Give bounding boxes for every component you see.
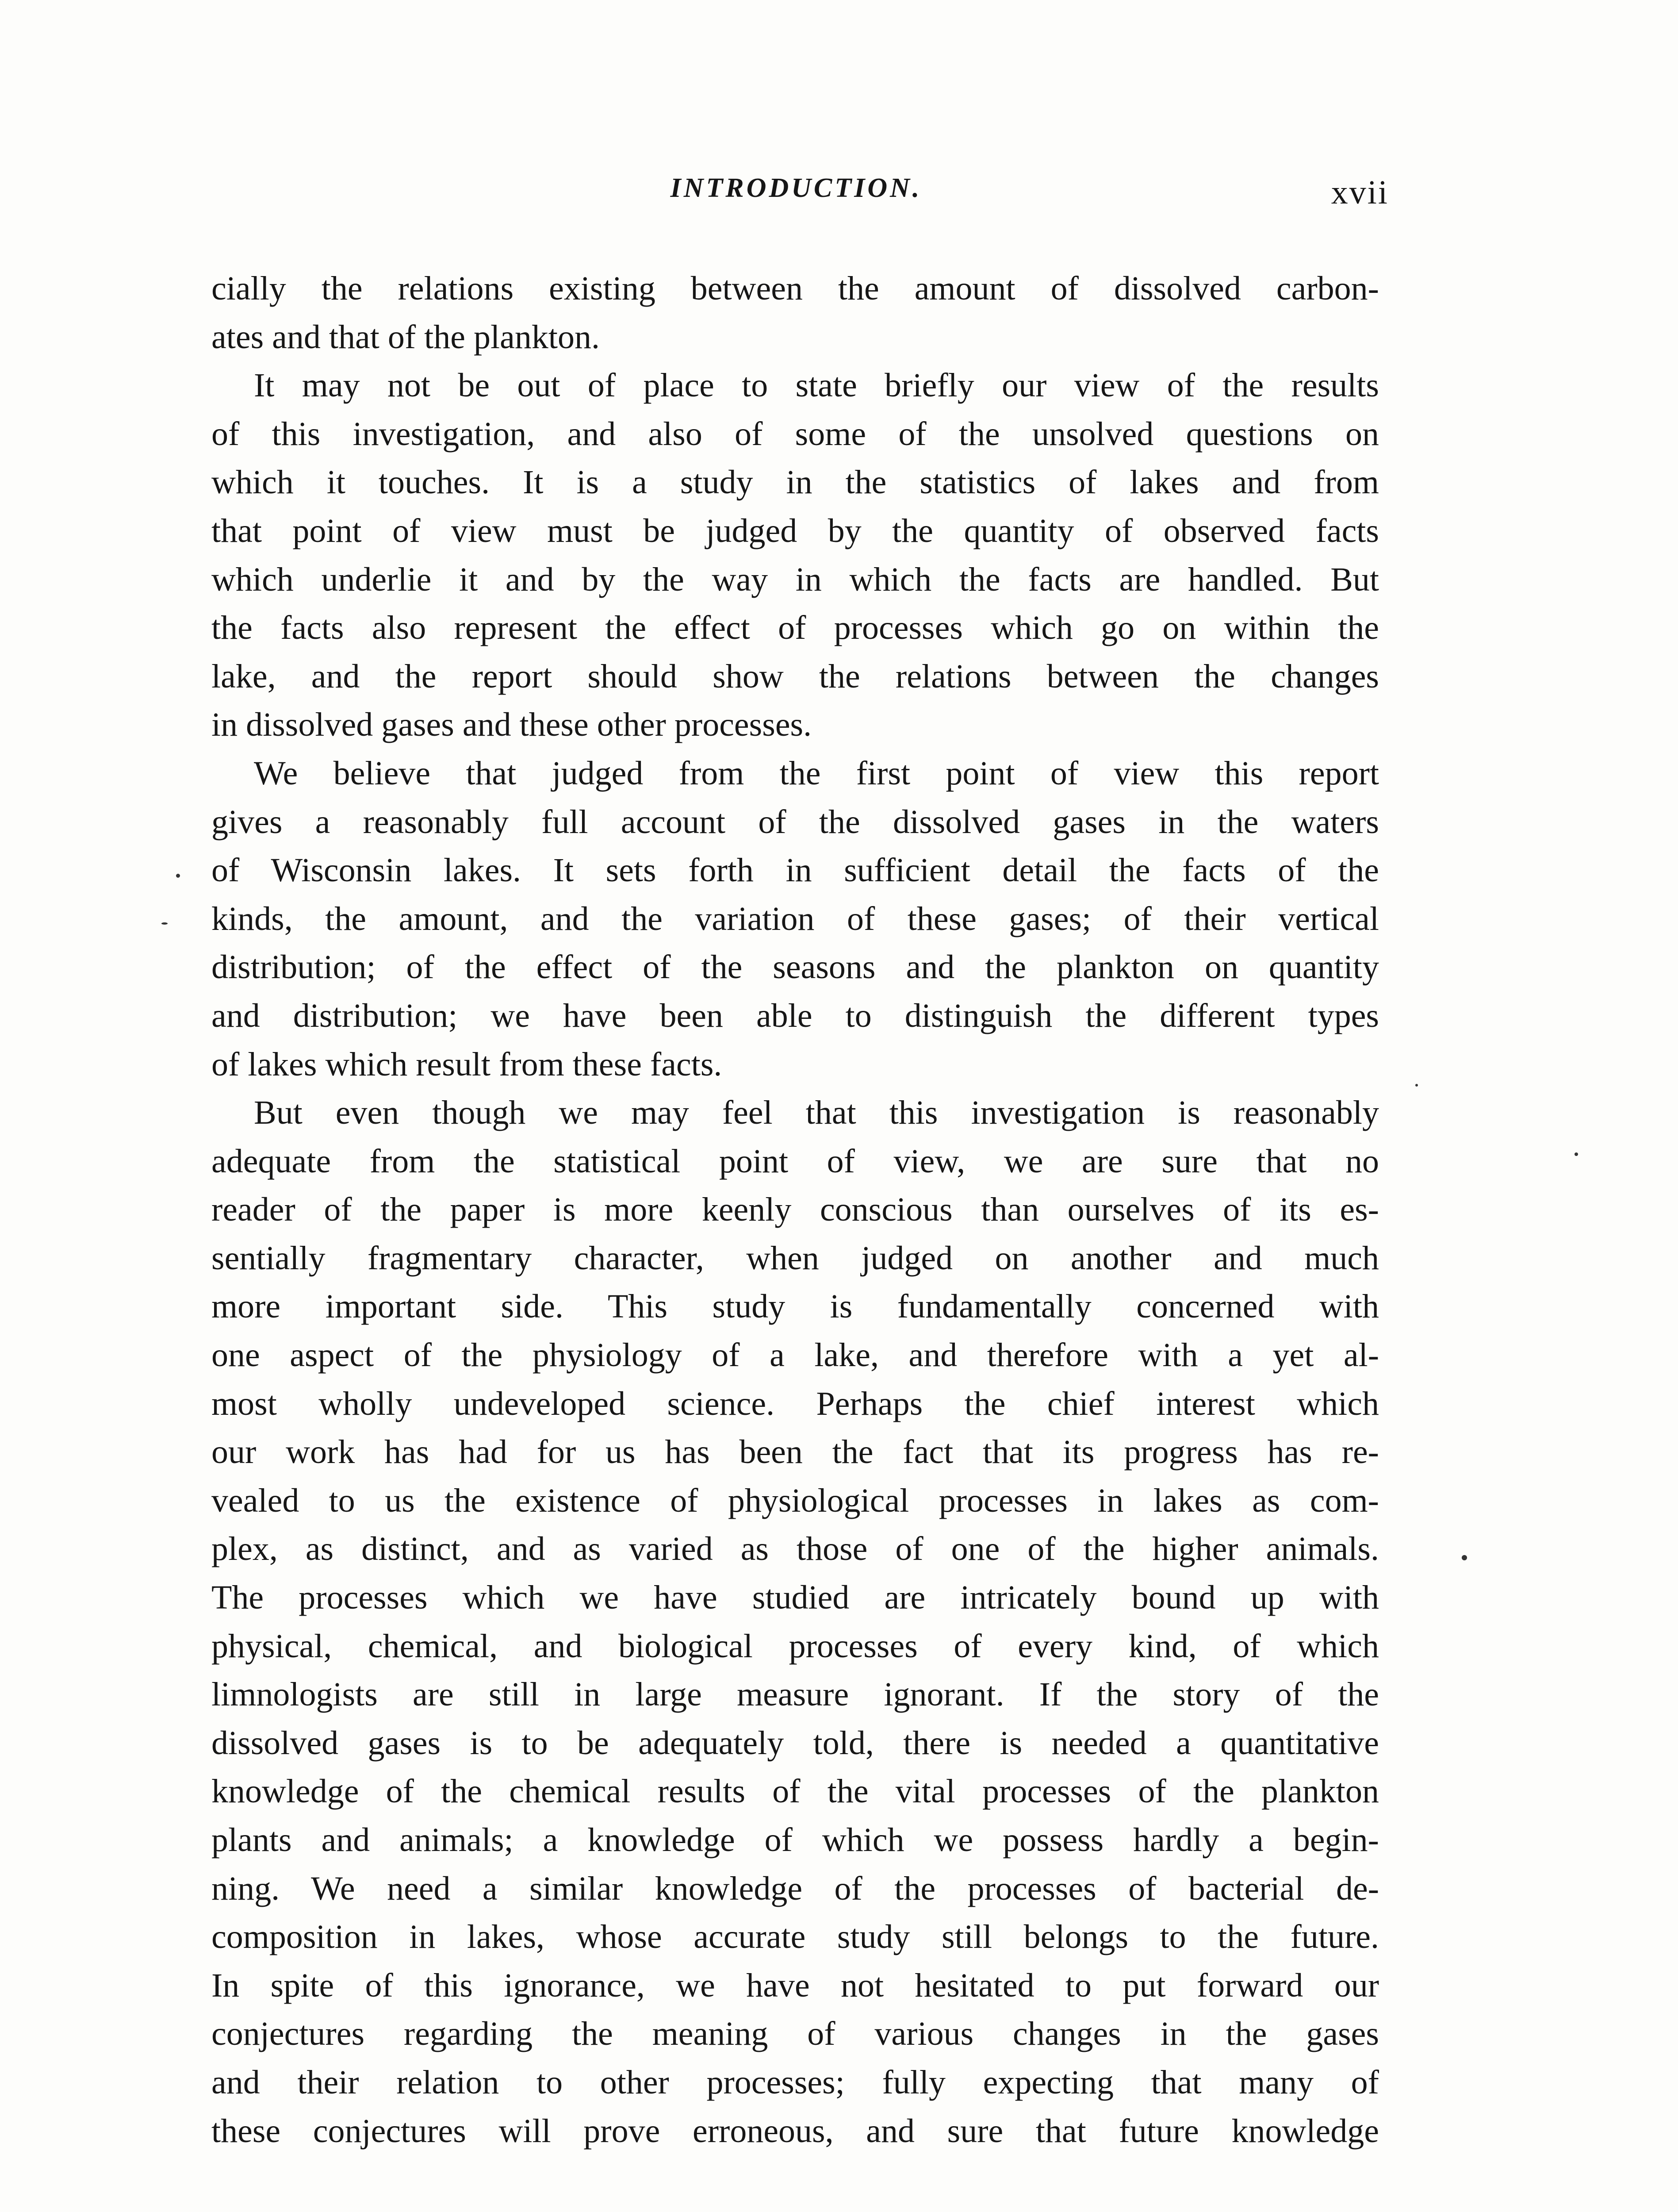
text-line: limnologists are still in large measure ignorant. If the story of the	[211, 1676, 1379, 1713]
text-line: the facts also represent the effect of processes which go on within the	[211, 609, 1379, 647]
text-line: conjectures regarding the meaning of various changes in the gases	[211, 2015, 1379, 2053]
scan-speck	[161, 922, 168, 925]
text-line: most wholly undeveloped science. Perhaps the chief interest which	[211, 1385, 1379, 1422]
text-line: plex, as distinct, and as varied as those of one of the higher animals.	[211, 1530, 1379, 1568]
text-line: one aspect of the physiology of a lake, and therefore with a yet al-	[211, 1336, 1379, 1374]
text-line: gives a reasonably full account of the dissolved gases in the waters	[211, 803, 1379, 841]
scan-speck	[1575, 1152, 1578, 1156]
running-head	[208, 173, 1389, 226]
text-line: physical, chemical, and biological processes of every kind, of which	[211, 1627, 1379, 1665]
text-line: kinds, the amount, and the variation of these gases; of their vertical	[211, 900, 1379, 937]
text-line: which it touches. It is a study in the statistics of lakes and from	[211, 464, 1379, 501]
text-line: It may not be out of place to state briefly our view of the results	[254, 367, 1379, 404]
text-line: knowledge of the chemical results of the vital processes of the plankton	[211, 1773, 1379, 1810]
text-line: these conjectures will prove erroneous, and sure that future knowledge	[211, 2112, 1379, 2150]
text-line: sentially fragmentary character, when judged on another and much	[211, 1239, 1379, 1277]
text-line: We believe that judged from the first point of view this report	[254, 754, 1379, 792]
text-line: more important side. This study is fundamentally concerned with	[211, 1288, 1379, 1325]
text-line: plants and animals; a knowledge of which we possess hardly a begin-	[211, 1821, 1379, 1859]
text-line: reader of the paper is more keenly conscious than ourselves of its es-	[211, 1191, 1379, 1229]
text-line: that point of view must be judged by the quantity of observed facts	[211, 512, 1379, 549]
text-line: lake, and the report should show the relations between the changes	[211, 657, 1379, 695]
text-line: and distribution; we have been able to distinguish the different types	[211, 997, 1379, 1034]
text-line: dissolved gases is to be adequately told, there is needed a quantitative	[211, 1724, 1379, 1762]
text-line: of this investigation, and also of some of the unsolved questions on	[211, 415, 1379, 453]
scan-speck	[1462, 1555, 1467, 1560]
text-line: which underlie it and by the way in which the facts are handled. But	[211, 561, 1379, 598]
page-number: xvii	[1331, 174, 1389, 211]
text-line: of Wisconsin lakes. It sets forth in sufficient detail the facts of the	[211, 852, 1379, 889]
body-text	[211, 265, 1379, 2155]
text-line: and their relation to other processes; fully expecting that many of	[211, 2063, 1379, 2101]
text-line: In spite of this ignorance, we have not hesitated to put forward our	[211, 1966, 1379, 2004]
text-line: distribution; of the effect of the seasons and the plankton on quantity	[211, 949, 1379, 986]
text-line: of lakes which result from these facts.	[211, 1045, 722, 1083]
text-line: our work has had for us has been the fact that its progress has re-	[211, 1433, 1379, 1471]
text-line: ates and that of the plankton.	[211, 318, 600, 356]
scan-speck	[176, 874, 180, 878]
text-line: in dissolved gases and these other processes.	[211, 706, 812, 744]
text-line: adequate from the statistical point of view, we are sure that no	[211, 1142, 1379, 1180]
text-line: cially the relations existing between the amount of dissolved carbon-	[211, 270, 1379, 307]
scan-speck	[1415, 1084, 1418, 1087]
text-line: vealed to us the existence of physiological processes in lakes as com-	[211, 1482, 1379, 1519]
chapter-title: INTRODUCTION.	[670, 173, 922, 203]
text-line: ning. We need a similar knowledge of the processes of bacterial de-	[211, 1870, 1379, 1907]
text-line: The processes which we have studied are intricately bound up with	[211, 1579, 1379, 1617]
text-line: composition in lakes, whose accurate study still belongs to the future.	[211, 1918, 1379, 1956]
text-line: But even though we may feel that this investigation is reasonably	[254, 1094, 1379, 1132]
